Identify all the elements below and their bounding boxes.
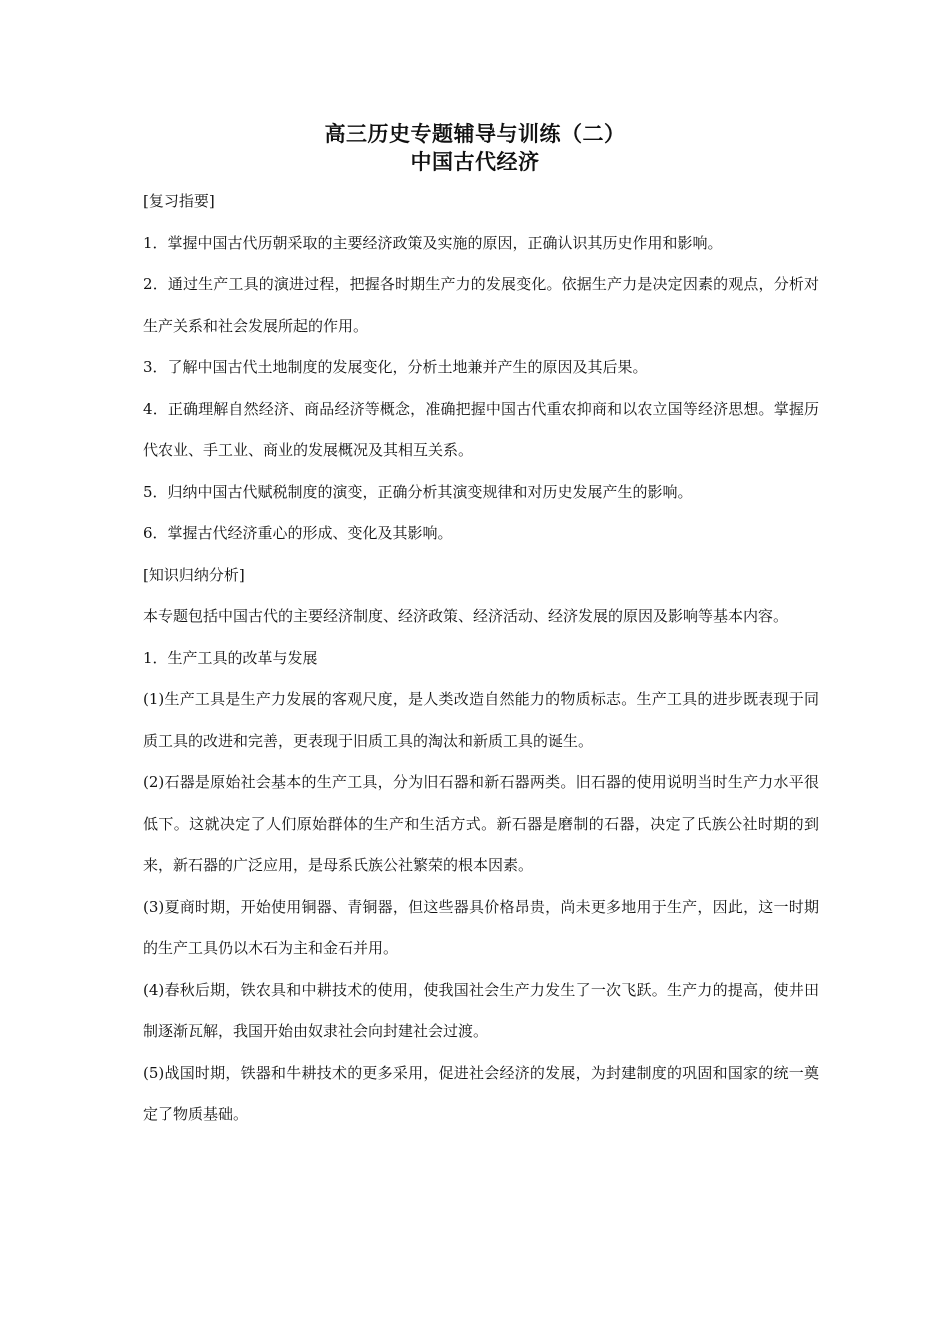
- topic-item: (3)夏商时期，开始使用铜器、青铜器，但这些器具价格昂贵，尚未更多地用于生产，因此，这一时期的生产工具仍以木石为主和金石并用。: [143, 897, 819, 957]
- review-heading: [复习指要]: [143, 192, 215, 210]
- review-item: 6．掌握古代经济重心的形成、变化及其影响。: [143, 524, 453, 542]
- review-item: 4．正确理解自然经济、商品经济等概念，准确把握中国古代重农抑商和以农立国等经济思想。掌握历代农业、手工业、商业的发展概况及其相互关系。: [143, 399, 819, 459]
- topic-heading: 1．生产工具的改革与发展: [143, 648, 318, 667]
- topic-item: (4)春秋后期，铁农具和中耕技术的使用，使我国社会生产力发生了一次飞跃。生产力的提高，使井田制逐渐瓦解，我国开始由奴隶社会向封建社会过渡。: [143, 980, 819, 1040]
- review-item: 1．掌握中国古代历朝采取的主要经济政策及实施的原因，正确认识其历史作用和影响。: [143, 233, 723, 252]
- document-subtitle: 中国古代经济: [410, 150, 540, 174]
- topic-item: (1)生产工具是生产力发展的客观尺度，是人类改造自然能力的物质标志。生产工具的进步既表现于同质工具的改进和完善，更表现于旧质工具的淘汰和新质工具的诞生。: [143, 690, 819, 750]
- knowledge-heading: [知识归纳分析]: [143, 565, 245, 584]
- title-block: [0, 120, 950, 176]
- review-item: 3．了解中国古代土地制度的发展变化，分析土地兼并产生的原因及其后果。: [143, 358, 648, 376]
- review-item: 5．归纳中国古代赋税制度的演变，正确分析其演变规律和对历史发展产生的影响。: [143, 482, 693, 501]
- review-item: 2．通过生产工具的演进过程，把握各时期生产力的发展变化。依据生产力是决定因素的观点，分析对生产关系和社会发展所起的作用。: [143, 275, 819, 335]
- intro-paragraph: 本专题包括中国古代的主要经济制度、经济政策、经济活动、经济发展的原因及影响等基本内容。: [143, 607, 789, 625]
- document-body: [143, 181, 819, 1136]
- topic-item: (5)战国时期，铁器和牛耕技术的更多采用，促进社会经济的发展，为封建制度的巩固和国家的统一奠定了物质基础。: [143, 1063, 819, 1123]
- document-title: 高三历史专题辅导与训练（二）: [324, 122, 626, 146]
- topic-item: (2)石器是原始社会基本的生产工具，分为旧石器和新石器两类。旧石器的使用说明当时生产力水平很低下。这就决定了人们原始群体的生产和生活方式。新石器是磨制的石器，决定了氏族公社时期的到来，新石器的广泛应用，是母系氏族公社繁荣的根本因素。: [143, 773, 819, 874]
